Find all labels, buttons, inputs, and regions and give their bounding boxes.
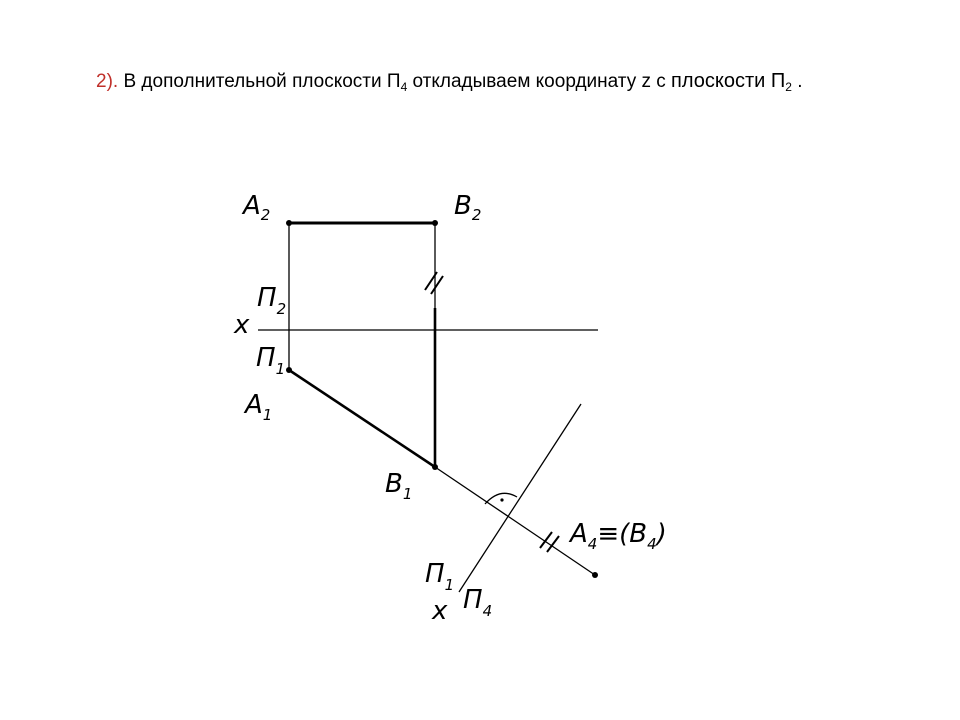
label-a4-b4: $A_4\equiv(B_4)$	[570, 519, 667, 553]
point-a1	[286, 367, 292, 373]
right-angle-dot	[500, 498, 503, 501]
label-x-lower: x	[432, 596, 448, 626]
point-b2	[432, 220, 438, 226]
axis-x-p1-p4	[459, 404, 581, 592]
segment-a1-b1	[289, 370, 435, 467]
label-b1: $B_1$	[385, 469, 413, 503]
label-x-upper: x	[234, 310, 250, 340]
label-p2: $П_2$	[257, 283, 287, 318]
label-p1-upper: $П_1$	[256, 343, 286, 378]
point-a2	[286, 220, 292, 226]
caption-text-1: В дополнительной плоскости П	[118, 71, 401, 92]
caption-end: .	[791, 71, 803, 92]
caption-text-2: откладываем координату z с	[407, 71, 672, 92]
caption-text-3: плоскости П	[671, 70, 786, 92]
label-p1-lower: $П_1$	[425, 559, 455, 594]
point-a4-b4	[592, 572, 598, 578]
label-a1: $A_1$	[245, 390, 273, 424]
caption-sub-2: 2	[785, 80, 792, 94]
point-b1	[432, 464, 438, 470]
label-a2: $A_2$	[243, 191, 271, 224]
right-angle-arc	[485, 493, 517, 504]
step-number: 2).	[96, 71, 119, 92]
label-p4: $П_4$	[463, 585, 493, 620]
tick-mark-lower-1	[540, 532, 552, 548]
label-b2: $B_2$	[454, 191, 482, 224]
caption-sub-1: 4	[400, 80, 408, 94]
